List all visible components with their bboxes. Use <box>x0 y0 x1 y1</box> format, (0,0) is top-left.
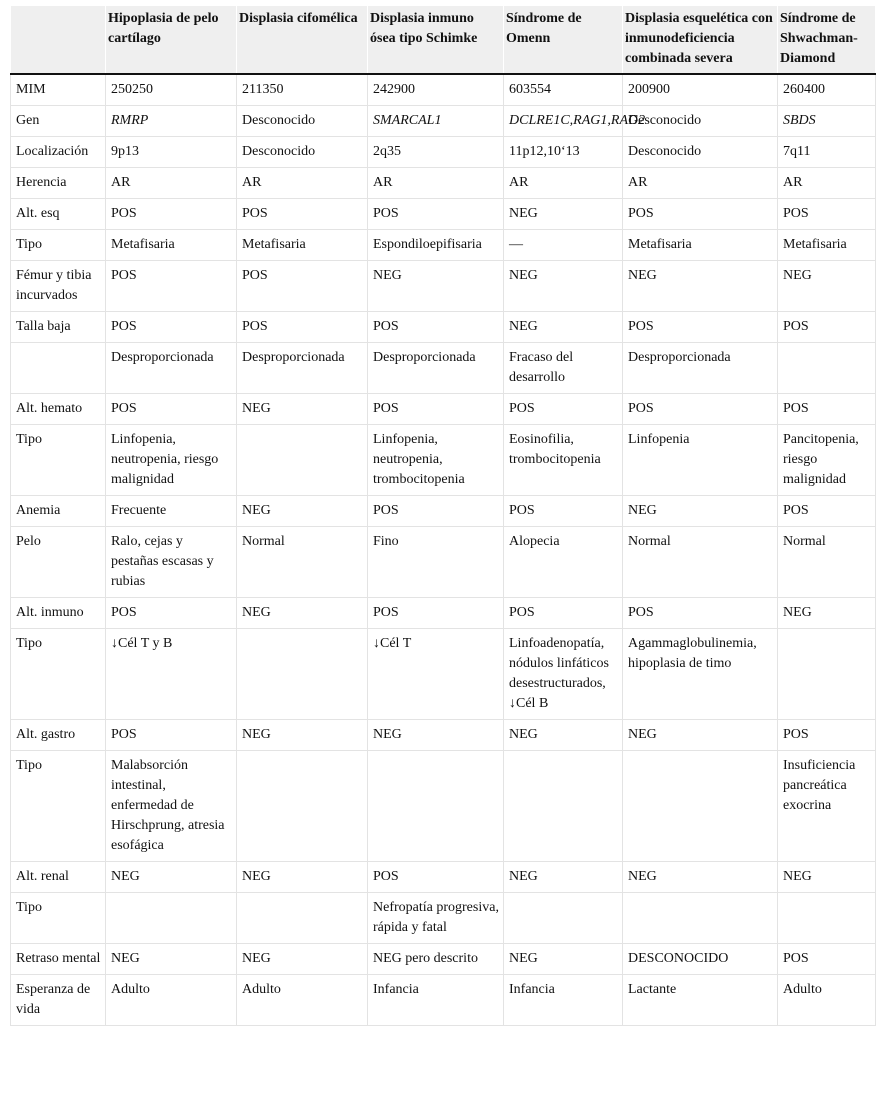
table-cell: AR <box>106 168 237 199</box>
table-row <box>11 862 876 893</box>
table-cell: POS <box>623 199 778 230</box>
table-row <box>11 74 876 106</box>
row-label: Alt. esq <box>11 199 106 230</box>
table-cell <box>778 893 876 944</box>
table-cell: POS <box>504 598 623 629</box>
table-cell: Desproporcionada <box>368 343 504 394</box>
header-cell: Hipoplasia de pelo cartílago <box>106 6 237 74</box>
table-cell: Normal <box>237 527 368 598</box>
table-cell: NEG <box>504 944 623 975</box>
table-cell: NEG <box>237 496 368 527</box>
table-cell: Linfopenia, neutropenia, riesgo malignidad <box>106 425 237 496</box>
table-row <box>11 751 876 862</box>
table-cell: POS <box>368 496 504 527</box>
table-cell <box>106 893 237 944</box>
row-label: Localización <box>11 137 106 168</box>
table-header <box>11 6 876 74</box>
table-row <box>11 261 876 312</box>
table-cell: NEG <box>623 496 778 527</box>
table-cell <box>623 893 778 944</box>
table-cell: RMRP <box>106 106 237 137</box>
table-cell: POS <box>778 720 876 751</box>
table-cell: NEG <box>504 720 623 751</box>
table-cell: NEG <box>237 598 368 629</box>
table-cell <box>237 425 368 496</box>
table-body <box>11 74 876 1026</box>
table-cell: SMARCAL1 <box>368 106 504 137</box>
table-row <box>11 944 876 975</box>
table-cell <box>504 751 623 862</box>
table-cell: NEG <box>778 261 876 312</box>
row-label: Tipo <box>11 425 106 496</box>
table-cell: Linfopenia, neutropenia, trombocitopenia <box>368 425 504 496</box>
table-cell: POS <box>368 598 504 629</box>
table-cell <box>237 893 368 944</box>
table-cell: POS <box>237 261 368 312</box>
table-cell: NEG <box>368 261 504 312</box>
table-cell <box>623 751 778 862</box>
table-cell: Agammaglobulinemia, hipoplasia de timo <box>623 629 778 720</box>
row-label: Tipo <box>11 893 106 944</box>
table-cell: DCLRE1C,RAG1,RAG2 <box>504 106 623 137</box>
table-cell: 9p13 <box>106 137 237 168</box>
table-cell: Metafisaria <box>106 230 237 261</box>
table-cell: NEG <box>106 944 237 975</box>
table-cell: ↓Cél T <box>368 629 504 720</box>
table-row <box>11 893 876 944</box>
header-cell: Displasia inmuno ósea tipo Schimke <box>368 6 504 74</box>
table-cell: 603554 <box>504 74 623 106</box>
row-label: Gen <box>11 106 106 137</box>
table-row <box>11 106 876 137</box>
header-row <box>11 6 876 74</box>
table-cell: POS <box>778 394 876 425</box>
table-cell: POS <box>778 199 876 230</box>
table-cell: NEG <box>368 720 504 751</box>
row-label: Alt. renal <box>11 862 106 893</box>
table-cell: POS <box>237 312 368 343</box>
table-cell: Pancitopenia, riesgo malignidad <box>778 425 876 496</box>
table-cell: SBDS <box>778 106 876 137</box>
row-label: Talla baja <box>11 312 106 343</box>
table-row <box>11 230 876 261</box>
table-cell: NEG <box>237 862 368 893</box>
table-cell: 2q35 <box>368 137 504 168</box>
table-cell: POS <box>106 261 237 312</box>
header-cell: Síndrome de Shwachman-Diamond <box>778 6 876 74</box>
row-label: MIM <box>11 74 106 106</box>
row-label: Tipo <box>11 751 106 862</box>
table-cell <box>778 343 876 394</box>
table-cell: NEG <box>106 862 237 893</box>
table-cell: Adulto <box>778 975 876 1026</box>
row-label: Tipo <box>11 230 106 261</box>
table-cell: POS <box>106 598 237 629</box>
table-cell: 211350 <box>237 74 368 106</box>
table-cell: Desproporcionada <box>106 343 237 394</box>
table-row <box>11 496 876 527</box>
table-cell <box>237 751 368 862</box>
table-cell: Infancia <box>368 975 504 1026</box>
table-cell: Desproporcionada <box>237 343 368 394</box>
row-label: Alt. hemato <box>11 394 106 425</box>
table-cell: Metafisaria <box>778 230 876 261</box>
table-cell: POS <box>106 199 237 230</box>
header-cell <box>11 6 106 74</box>
table-cell: NEG <box>237 944 368 975</box>
table-cell: POS <box>106 394 237 425</box>
row-label: Tipo <box>11 629 106 720</box>
table-cell: Ralo, cejas y pestañas escasas y rubias <box>106 527 237 598</box>
table-cell: POS <box>106 720 237 751</box>
table-cell: Frecuente <box>106 496 237 527</box>
table-row <box>11 425 876 496</box>
table-cell: 7q11 <box>778 137 876 168</box>
table-row <box>11 312 876 343</box>
table-cell: Fino <box>368 527 504 598</box>
header-cell: Síndrome de Omenn <box>504 6 623 74</box>
row-label: Esperanza de vida <box>11 975 106 1026</box>
table-row <box>11 720 876 751</box>
table-row <box>11 199 876 230</box>
table-cell: Metafisaria <box>237 230 368 261</box>
table-cell: Desconocido <box>237 106 368 137</box>
row-label: Anemia <box>11 496 106 527</box>
table-cell: Linfopenia <box>623 425 778 496</box>
table-cell: NEG <box>778 598 876 629</box>
table-cell: NEG <box>623 862 778 893</box>
table-cell: Fracaso del desarrollo <box>504 343 623 394</box>
table-cell: Infancia <box>504 975 623 1026</box>
table-cell: AR <box>778 168 876 199</box>
table-cell: Linfoadenopatía, nódulos linfáticos desestructurados, ↓Cél B <box>504 629 623 720</box>
table-cell: Lactante <box>623 975 778 1026</box>
table-cell: Nefropatía progresiva, rápida y fatal <box>368 893 504 944</box>
row-label: Retraso mental <box>11 944 106 975</box>
table-cell: DESCONOCIDO <box>623 944 778 975</box>
table-cell: Desconocido <box>623 106 778 137</box>
table-row <box>11 343 876 394</box>
table-cell: Normal <box>778 527 876 598</box>
table-cell: Desproporcionada <box>623 343 778 394</box>
row-label: Alt. gastro <box>11 720 106 751</box>
table-cell: NEG <box>623 720 778 751</box>
table-row <box>11 394 876 425</box>
header-cell: Displasia esquelética con inmunodeficiencia combinada severa <box>623 6 778 74</box>
table-row <box>11 527 876 598</box>
table-row <box>11 137 876 168</box>
table-cell: AR <box>623 168 778 199</box>
syndrome-comparison-table <box>10 6 876 1026</box>
table-cell: POS <box>504 394 623 425</box>
table-cell: POS <box>623 312 778 343</box>
table-cell: Alopecia <box>504 527 623 598</box>
table-cell: NEG <box>504 312 623 343</box>
table-cell: POS <box>623 598 778 629</box>
table-cell: Metafisaria <box>623 230 778 261</box>
table-cell: 250250 <box>106 74 237 106</box>
table-cell: NEG <box>504 261 623 312</box>
table-cell: POS <box>368 199 504 230</box>
header-cell: Displasia cifomélica <box>237 6 368 74</box>
table-cell: Eosinofilia, trombocitopenia <box>504 425 623 496</box>
table-cell: 260400 <box>778 74 876 106</box>
table-cell: Normal <box>623 527 778 598</box>
table-cell: NEG <box>623 261 778 312</box>
table-row <box>11 629 876 720</box>
table-cell: POS <box>368 312 504 343</box>
table-cell: POS <box>778 312 876 343</box>
table-cell: AR <box>237 168 368 199</box>
table-cell: Adulto <box>237 975 368 1026</box>
row-label: Alt. inmuno <box>11 598 106 629</box>
table-cell: POS <box>368 394 504 425</box>
table-row <box>11 168 876 199</box>
syndrome-comparison-table-container <box>10 6 875 1026</box>
table-cell: POS <box>106 312 237 343</box>
table-cell: NEG <box>504 862 623 893</box>
row-label: Fémur y tibia incurvados <box>11 261 106 312</box>
table-cell: AR <box>504 168 623 199</box>
table-cell <box>237 629 368 720</box>
table-cell: POS <box>623 394 778 425</box>
table-row <box>11 975 876 1026</box>
table-cell: NEG <box>504 199 623 230</box>
table-cell: Adulto <box>106 975 237 1026</box>
table-cell: — <box>504 230 623 261</box>
table-cell: Desconocido <box>237 137 368 168</box>
row-label: Pelo <box>11 527 106 598</box>
table-cell: Malabsorción intestinal, enfermedad de Hirschprung, atresia esofágica <box>106 751 237 862</box>
table-cell: NEG pero descrito <box>368 944 504 975</box>
table-row <box>11 598 876 629</box>
table-cell: ↓Cél T y B <box>106 629 237 720</box>
table-cell: AR <box>368 168 504 199</box>
table-cell <box>368 751 504 862</box>
table-cell <box>778 629 876 720</box>
table-cell: Insuficiencia pancreática exocrina <box>778 751 876 862</box>
table-cell: 200900 <box>623 74 778 106</box>
table-cell: POS <box>237 199 368 230</box>
table-cell: 11p12,10‘13 <box>504 137 623 168</box>
table-cell: NEG <box>778 862 876 893</box>
table-cell: 242900 <box>368 74 504 106</box>
table-cell: Desconocido <box>623 137 778 168</box>
table-cell: POS <box>778 496 876 527</box>
table-cell: NEG <box>237 394 368 425</box>
table-cell: POS <box>368 862 504 893</box>
table-cell: Espondiloepifisaria <box>368 230 504 261</box>
table-cell: POS <box>778 944 876 975</box>
table-cell: NEG <box>237 720 368 751</box>
table-cell <box>504 893 623 944</box>
row-label: Herencia <box>11 168 106 199</box>
row-label <box>11 343 106 394</box>
table-cell: POS <box>504 496 623 527</box>
